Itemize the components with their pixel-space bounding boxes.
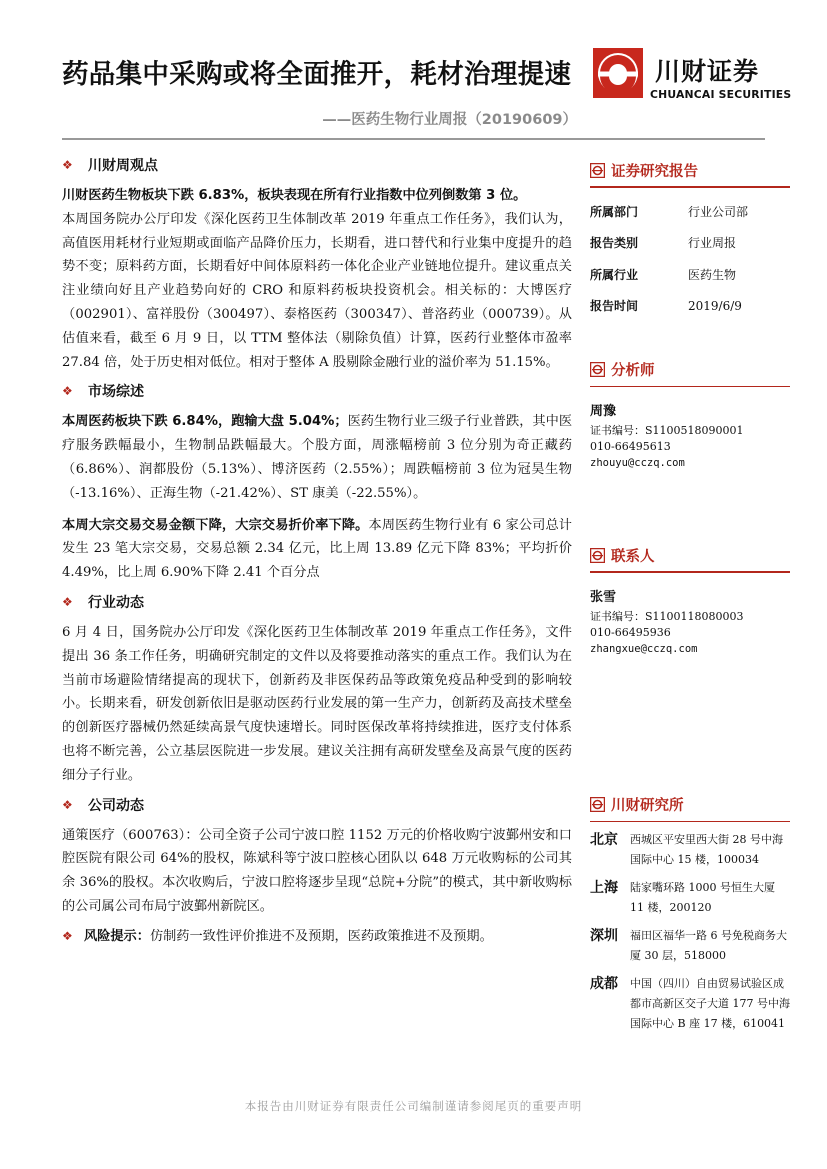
view-body: 本周国务院办公厅印发《深化医药卫生体制改革 2019 年重点工作任务》，我们认为，高值医用耗材行业短期或面临产品降价压力，长期看，进口替代和行业集中度提升的趋势不变；原料药方面，长期看好中间体原料药一体化企业产业链地位提升。建议重点关注业绩向好且产业趋势向好的 CRO 和原料药板块投资机会。相关标的：大博医疗（002901）、富祥股份（300497）、泰格医药（300347）、普洛药业（000739）。从估值来看，截至 6 月 9 日，以 TTM 整体法（剔除负值）计算，医药行业整体市盈率 27.84 倍，处于历史相对低位。相对于整体 A 股剔除金融行业的溢价率为 51.15%。 [62,211,572,370]
office-address: 陆家嘴环路 1000 号恒生大厦 11 楼，200120 [630,881,775,914]
sidebar-heading-text: 证券研究报告 [611,163,698,180]
risk-body: 仿制药一致性评价推进不及预期，医药政策推进不及预期。 [149,928,493,944]
contact-phone: 010-66495936 [590,625,671,639]
market-body-2: 本周医药生物行业有 6 家公司总计发生 23 笔大宗交易，交易总额 2.34 亿元，比上周 13.89 亿元下降 83%；平均折价 4.49%，比上周 6.90%下降 2.41 个百分点 [62,517,572,581]
view-paragraph [62,184,572,374]
office-address: 福田区福华一路 6 号免税商务大厦 30 层，518000 [630,929,787,962]
analyst-name: 周豫 [590,404,617,419]
section-heading-company [62,794,572,816]
section-heading-market [62,380,572,402]
sidebar-heading-analyst [590,360,790,380]
sidebar-heading-text: 川财研究所 [611,798,684,814]
info-row [590,196,790,228]
logo-chinese-name: 川财证券 [655,57,760,86]
diamond-bullet-icon: ❖ [62,797,73,812]
sidebar-heading-text: 分析师 [611,363,655,379]
sidebar-heading-contact [590,545,790,565]
sidebar-heading-institute [590,795,790,815]
logo-english-name: CHUANCAI SECURITIES [650,88,792,101]
view-lead: 川财医药生物板块下跌 6.83%，板块表现在所有行业指数中位列倒数第 3 位。 [62,188,527,203]
industry-paragraph: 6 月 4 日，国务院办公厅印发《深化医药卫生体制改革 2019 年重点工作任务》，文件提出 36 条工作任务，明确研究制定的文件以及将要推动落实的重点工作。我们认为在当前市场避险情绪提高的现状下，创新药及非医保药品等政策免疫品种受到的影响较小。长期来看，研发创新依旧是驱动医药行业发展的第一生产力，创新药及高技术壁垒的创新医疗器械仍然延续高景气度快速增长。同时医保改革将持续推进，医疗支付体系也将不断完善，公立基层医院进一步发展。建议关注拥有高研发壁垒及高景气度的医药细分子行业。 [62,624,572,783]
office-city: 北京 [590,832,618,848]
info-row [590,227,790,259]
header-divider [62,138,765,140]
market-lead-2: 本周大宗交易交易金额下降，大宗交易折价率下降。 [62,517,369,533]
market-paragraph-2 [62,514,572,585]
office-address: 西城区平安里西大街 28 号中海国际中心 15 楼，100034 [630,833,783,866]
info-key: 所属部门 [590,204,639,219]
sidebar-divider [590,386,790,388]
info-key: 报告类别 [590,236,639,251]
office-city: 上海 [590,880,618,896]
market-paragraph-1 [62,410,572,505]
contact-cert: 证书编号：S1100118080003 [590,609,744,623]
section-title: 公司动态 [88,797,144,814]
info-row [590,290,790,322]
brand-emblem-icon [590,548,605,563]
logo-mark-icon [593,48,643,98]
info-value: 行业公司部 [688,204,749,219]
office-city: 深圳 [590,928,618,944]
info-value: 2019/6/9 [688,298,742,313]
analyst-cert: 证书编号：S1100518090001 [590,424,744,437]
sidebar-divider [590,186,790,188]
office-address: 中国（四川）自由贸易试验区成都市高新区交子大道 177 号中海国际中心 B 座 17 楼，610041 [630,977,790,1030]
section-title: 川财周观点 [88,158,158,174]
sidebar-divider [590,571,790,573]
market-body-1: 医药生物行业三级子行业普跌，其中医疗服务跌幅最小，生物制品跌幅最大。个股方面，周涨幅榜前 3 位分别为奇正藏药（6.86%）、润都股份（5.13%）、博济医药（2.55%）；周跌幅榜前 3 位为冠昊生物（-13.16%）、正海生物（-21.42%）、ST 康美（-22.55%）。 [62,414,573,501]
sidebar [590,160,790,1034]
contact-card [590,587,790,657]
analyst-card [590,401,790,471]
page-footer: 本报告由川财证券有限责任公司编制谨请参阅尾页的重要声明 [244,1099,583,1113]
office-entry [590,830,790,870]
report-title: 药品集中采购或将全面推开，耗材治理提速 [62,59,572,90]
contact-email[interactable]: zhangxue@cczq.com [590,642,698,655]
company-paragraph: 通策医疗（600763）：公司全资子公司宁波口腔 1152 万元的价格收购宁波鄞州安和口腔医院有限公司 64%的股权，陈斌科等宁波口腔核心团队以 648 万元收购标的公司其余 36%的股权。本次收购后，宁波口腔将逐步呈现“总院+分院”的模式，其中新收购标的公司属公司布局宁波鄞州新院区。 [62,827,572,914]
brand-emblem-icon [590,362,605,377]
section-heading-industry [62,591,572,613]
sidebar-divider [590,821,790,823]
section-heading-view [62,154,572,176]
risk-note [62,925,572,949]
company-logo [593,48,793,108]
risk-label: 风险提示： [84,928,150,944]
market-lead-1: 本周医药板块下跌 6.84%，跑输大盘 5.04%； [62,414,348,430]
report-info-table [590,196,790,322]
section-title: 市场综述 [88,384,144,401]
info-value: 医药生物 [688,267,737,282]
office-city: 成都 [590,976,618,992]
report-subtitle: ——医药生物行业周报（20190609） [322,112,577,128]
info-value: 行业周报 [688,236,737,251]
office-entry [590,878,790,918]
diamond-bullet-icon: ❖ [62,158,73,172]
office-entry [590,926,790,966]
report-header [0,0,827,140]
info-key: 所属行业 [590,267,639,282]
office-entry [590,974,790,1034]
info-key: 报告时间 [590,299,639,314]
brand-emblem-icon [590,163,605,178]
main-column [62,148,572,949]
diamond-bullet-icon: ❖ [62,928,73,943]
section-title: 行业动态 [88,594,144,611]
analyst-email[interactable]: zhouyu@cczq.com [590,457,685,469]
info-row [590,259,790,291]
contact-name: 张雪 [590,589,617,605]
analyst-phone: 010-66495613 [590,440,671,453]
diamond-bullet-icon: ❖ [62,384,73,399]
sidebar-heading-report [590,160,790,180]
sidebar-heading-text: 联系人 [611,548,655,565]
brand-emblem-icon [590,797,605,812]
diamond-bullet-icon: ❖ [62,594,73,609]
